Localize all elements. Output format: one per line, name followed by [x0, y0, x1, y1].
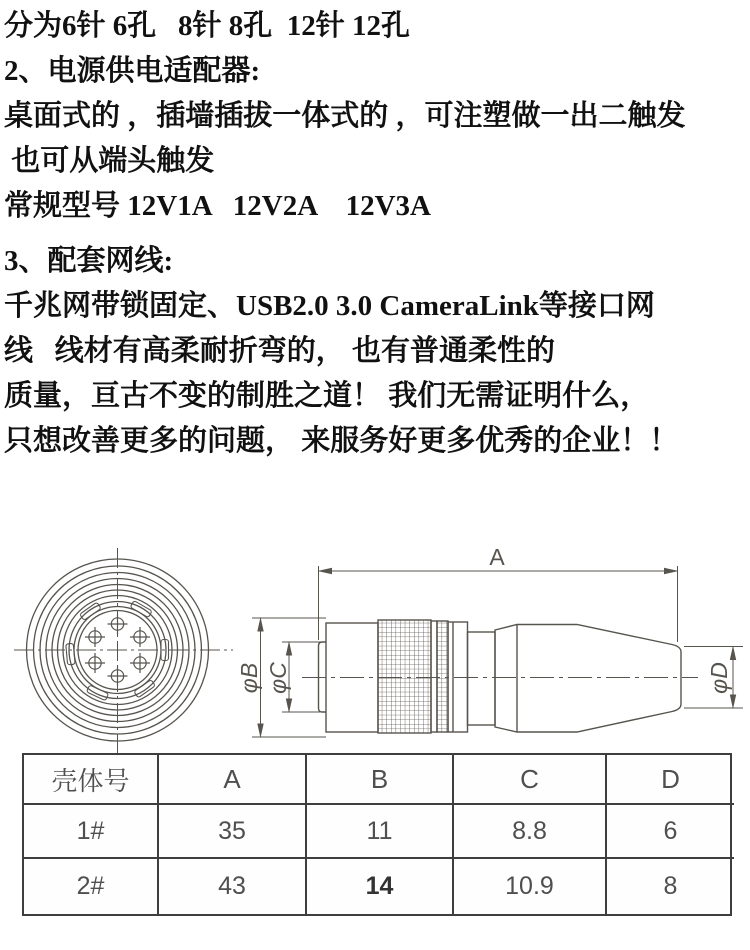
text-line: 桌面式的 ，插墙插拔一体式的 ，可注塑做一出二触发 [4, 100, 686, 132]
dim-label-phiD: φD [706, 662, 732, 694]
knurled-drum [378, 620, 431, 733]
neck [468, 632, 496, 725]
boot [495, 625, 681, 733]
text-line: 常规型号 12V1A 12V2A 12V3A [4, 190, 431, 222]
text-line: 2、电源供电适配器: [4, 55, 261, 87]
table-cell: 14 [307, 859, 454, 914]
dim-label-A: A [489, 544, 505, 570]
table-cell: 10.9 [454, 859, 607, 914]
connector-technical-drawing [0, 540, 750, 770]
table-cell: 8.8 [454, 805, 607, 859]
product-description [4, 4, 750, 464]
table-header-cell: A [159, 755, 307, 805]
groove-ring [431, 621, 437, 732]
shell-size-table [22, 753, 732, 916]
text-line: 也可从端头触发 [4, 145, 215, 177]
pin [130, 627, 150, 647]
side-view [302, 620, 698, 733]
pin [85, 653, 105, 673]
knurled-ring [437, 621, 448, 732]
table-header-cell: C [454, 755, 607, 805]
table-cell: 35 [159, 805, 307, 859]
table-header-cell: B [307, 755, 454, 805]
table-cell: 8 [663, 872, 678, 900]
pin [130, 653, 150, 673]
table-header-cell: 壳体号 [24, 755, 159, 805]
table-cell: 43 [159, 859, 307, 914]
dim-label-phiC: φC [265, 662, 291, 694]
text-line: 只想改善更多的问题， 来服务好更多优秀的企业！！ [4, 425, 679, 457]
table-header-cell: D [607, 755, 734, 805]
table-cell: 1# [24, 805, 159, 859]
text-line: 线 线材有高柔耐折弯的， 也有普通柔性的 [4, 335, 556, 367]
pin [108, 614, 128, 634]
pin [108, 666, 128, 686]
table-cell: 2# [24, 859, 159, 914]
text-line: 千兆网带锁固定、USB2.0 3.0 CameraLink等接口网 [4, 290, 655, 322]
dim-label-phiB: φB [236, 662, 262, 694]
table-cell: 11 [307, 805, 454, 859]
text-line: 质量，亘古不变的制胜之道！ 我们无需证明什么， [4, 380, 650, 412]
table-cell: 6 [607, 805, 734, 859]
front-view [14, 548, 233, 754]
pin [85, 627, 105, 647]
text-line: 分为6针 6孔 8针 8孔 12针 12孔 [4, 10, 411, 42]
text-line: 3、配套网线: [4, 245, 174, 277]
